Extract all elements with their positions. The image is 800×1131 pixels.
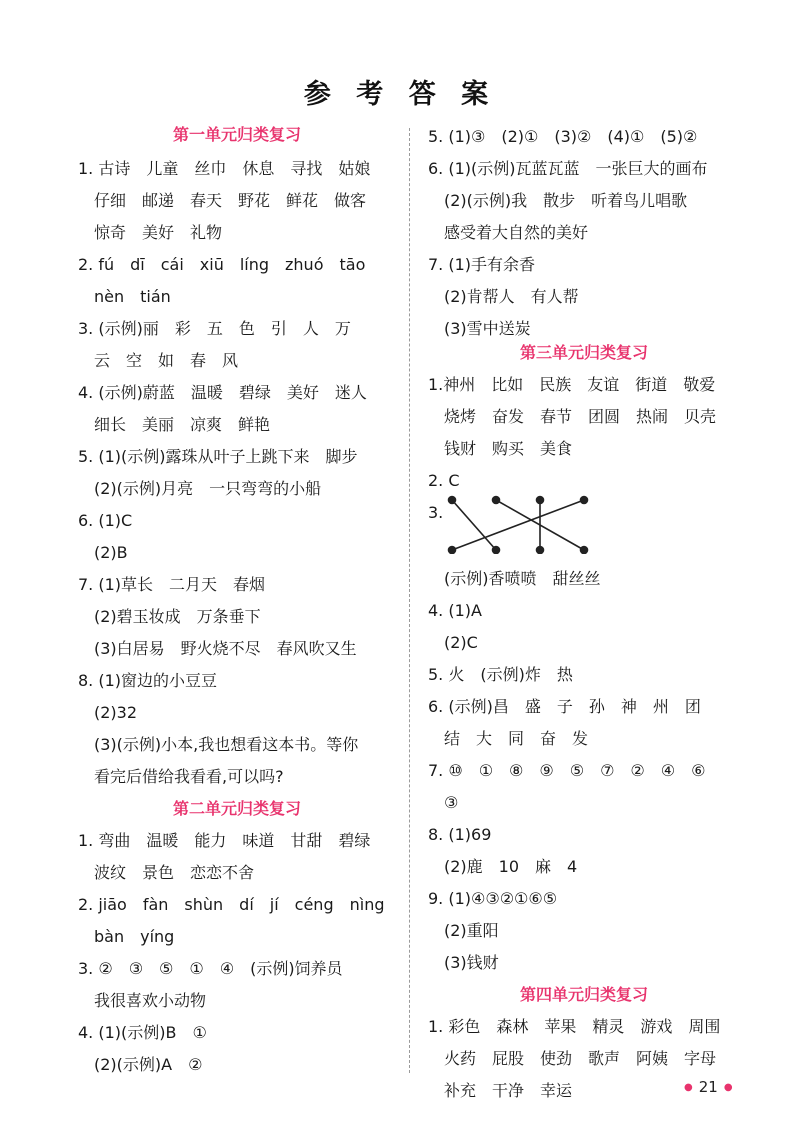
answer-line: 2. fú dī cái xiū líng zhuó tāo bbox=[78, 255, 366, 274]
answer-line: 1. 弯曲 温暖 能力 味道 甘甜 碧绿 bbox=[78, 831, 371, 850]
answer-line: (2)B bbox=[94, 543, 128, 562]
answer-line: 仔细 邮递 春天 野花 鲜花 做客 bbox=[94, 191, 367, 210]
answer-line: 2. jiāo fàn shùn dí jí céng nìng bbox=[78, 895, 385, 914]
page-number: ● 21 ● bbox=[684, 1078, 733, 1096]
answer-line: 1. 古诗 儿童 丝巾 休息 寻找 姑娘 bbox=[78, 159, 371, 178]
answer-line: 烧烤 奋发 春节 团圆 热闹 贝壳 bbox=[444, 407, 717, 426]
answer-line: 5. (1)(示例)露珠从叶子上跳下来 脚步 bbox=[78, 447, 358, 466]
answer-line: 3. (示例)丽 彩 五 色 引 人 万 bbox=[78, 319, 351, 338]
answer-line: 波纹 景色 恋恋不舍 bbox=[94, 863, 255, 882]
answer-line: 细长 美丽 凉爽 鲜艳 bbox=[94, 415, 271, 434]
section-title-unit-3: 第三单元归类复习 bbox=[519, 343, 648, 362]
answer-line: (2)肯帮人 有人帮 bbox=[444, 287, 579, 306]
answer-line: (2)C bbox=[444, 633, 478, 652]
answer-line: nèn tián bbox=[94, 287, 171, 306]
answer-line: 火药 屁股 使劲 歌声 阿姨 字母 bbox=[444, 1049, 717, 1068]
answer-line: 3. ② ③ ⑤ ① ④ (示例)饲养员 bbox=[78, 959, 343, 978]
answer-line: (示例)香喷喷 甜丝丝 bbox=[444, 569, 601, 588]
answer-line: (2)(示例)月亮 一只弯弯的小船 bbox=[94, 479, 322, 498]
answer-line: 7. (1)手有余香 bbox=[428, 255, 536, 274]
answer-line: 4. (1)A bbox=[428, 601, 482, 620]
answer-line: 结 大 同 奋 发 bbox=[444, 729, 589, 748]
page-title: 参 考 答 案 bbox=[303, 79, 497, 110]
answer-line: 3. bbox=[428, 503, 444, 522]
answer-line: (3)白居易 野火烧不尽 春风吹又生 bbox=[94, 639, 357, 658]
answer-line: 2. C bbox=[428, 471, 460, 490]
matching-lines-diagram bbox=[440, 494, 610, 554]
answer-line: 1.神州 比如 民族 友谊 街道 敬爱 bbox=[428, 375, 716, 394]
answer-line: (3)钱财 bbox=[444, 953, 499, 972]
answer-line: (2)重阳 bbox=[444, 921, 499, 940]
answer-line: 4. (1)(示例)B ① bbox=[78, 1023, 207, 1042]
answer-line: 5. (1)③ (2)① (3)② (4)① (5)② bbox=[428, 127, 698, 146]
answer-line: 惊奇 美好 礼物 bbox=[94, 223, 223, 242]
answer-line: (2)(示例)A ② bbox=[94, 1055, 203, 1074]
answer-line: (3)(示例)小本,我也想看这本书。等你 bbox=[94, 735, 359, 754]
answer-line: 4. (示例)蔚蓝 温暖 碧绿 美好 迷人 bbox=[78, 383, 367, 402]
answer-line: 6. (1)(示例)瓦蓝瓦蓝 一张巨大的画布 bbox=[428, 159, 708, 178]
answer-line: 6. (1)C bbox=[78, 511, 133, 530]
section-title-unit-4: 第四单元归类复习 bbox=[519, 985, 648, 1004]
section-title-unit-1: 第一单元归类复习 bbox=[172, 125, 301, 144]
answer-line: 7. ⑩ ① ⑧ ⑨ ⑤ ⑦ ② ④ ⑥ bbox=[428, 761, 706, 780]
answer-line: 感受着大自然的美好 bbox=[444, 223, 589, 242]
dot-icon: ● bbox=[684, 1082, 693, 1093]
answer-line: 9. (1)④③②①⑥⑤ bbox=[428, 889, 558, 908]
answer-line: 1. 彩色 森林 苹果 精灵 游戏 周围 bbox=[428, 1017, 721, 1036]
section-title-unit-2: 第二单元归类复习 bbox=[172, 799, 301, 818]
answer-line: 补充 干净 幸运 bbox=[444, 1081, 573, 1100]
answer-line: 云 空 如 春 风 bbox=[94, 351, 239, 370]
answer-line: 我很喜欢小动物 bbox=[94, 991, 207, 1010]
answer-line: ③ bbox=[444, 793, 459, 812]
answer-line: 7. (1)草长 二月天 春烟 bbox=[78, 575, 266, 594]
answer-line: (2)碧玉妆成 万条垂下 bbox=[94, 607, 261, 626]
answer-line: 钱财 购买 美食 bbox=[444, 439, 573, 458]
answer-line: (3)雪中送炭 bbox=[444, 319, 531, 338]
answer-line: 8. (1)窗边的小豆豆 bbox=[78, 671, 218, 690]
answer-line: (2)32 bbox=[94, 703, 138, 722]
answer-line: (2)(示例)我 散步 听着鸟儿唱歌 bbox=[444, 191, 688, 210]
answer-line: 6. (示例)昌 盛 子 孙 神 州 团 bbox=[428, 697, 701, 716]
column-divider bbox=[409, 128, 410, 1073]
answer-line: bàn yíng bbox=[94, 927, 175, 946]
answer-line: 5. 火 (示例)炸 热 bbox=[428, 665, 573, 684]
answer-line: 看完后借给我看看,可以吗? bbox=[94, 767, 284, 786]
dot-icon: ● bbox=[723, 1082, 733, 1093]
answer-line: (2)鹿 10 麻 4 bbox=[444, 857, 578, 876]
answer-line: 8. (1)69 bbox=[428, 825, 492, 844]
